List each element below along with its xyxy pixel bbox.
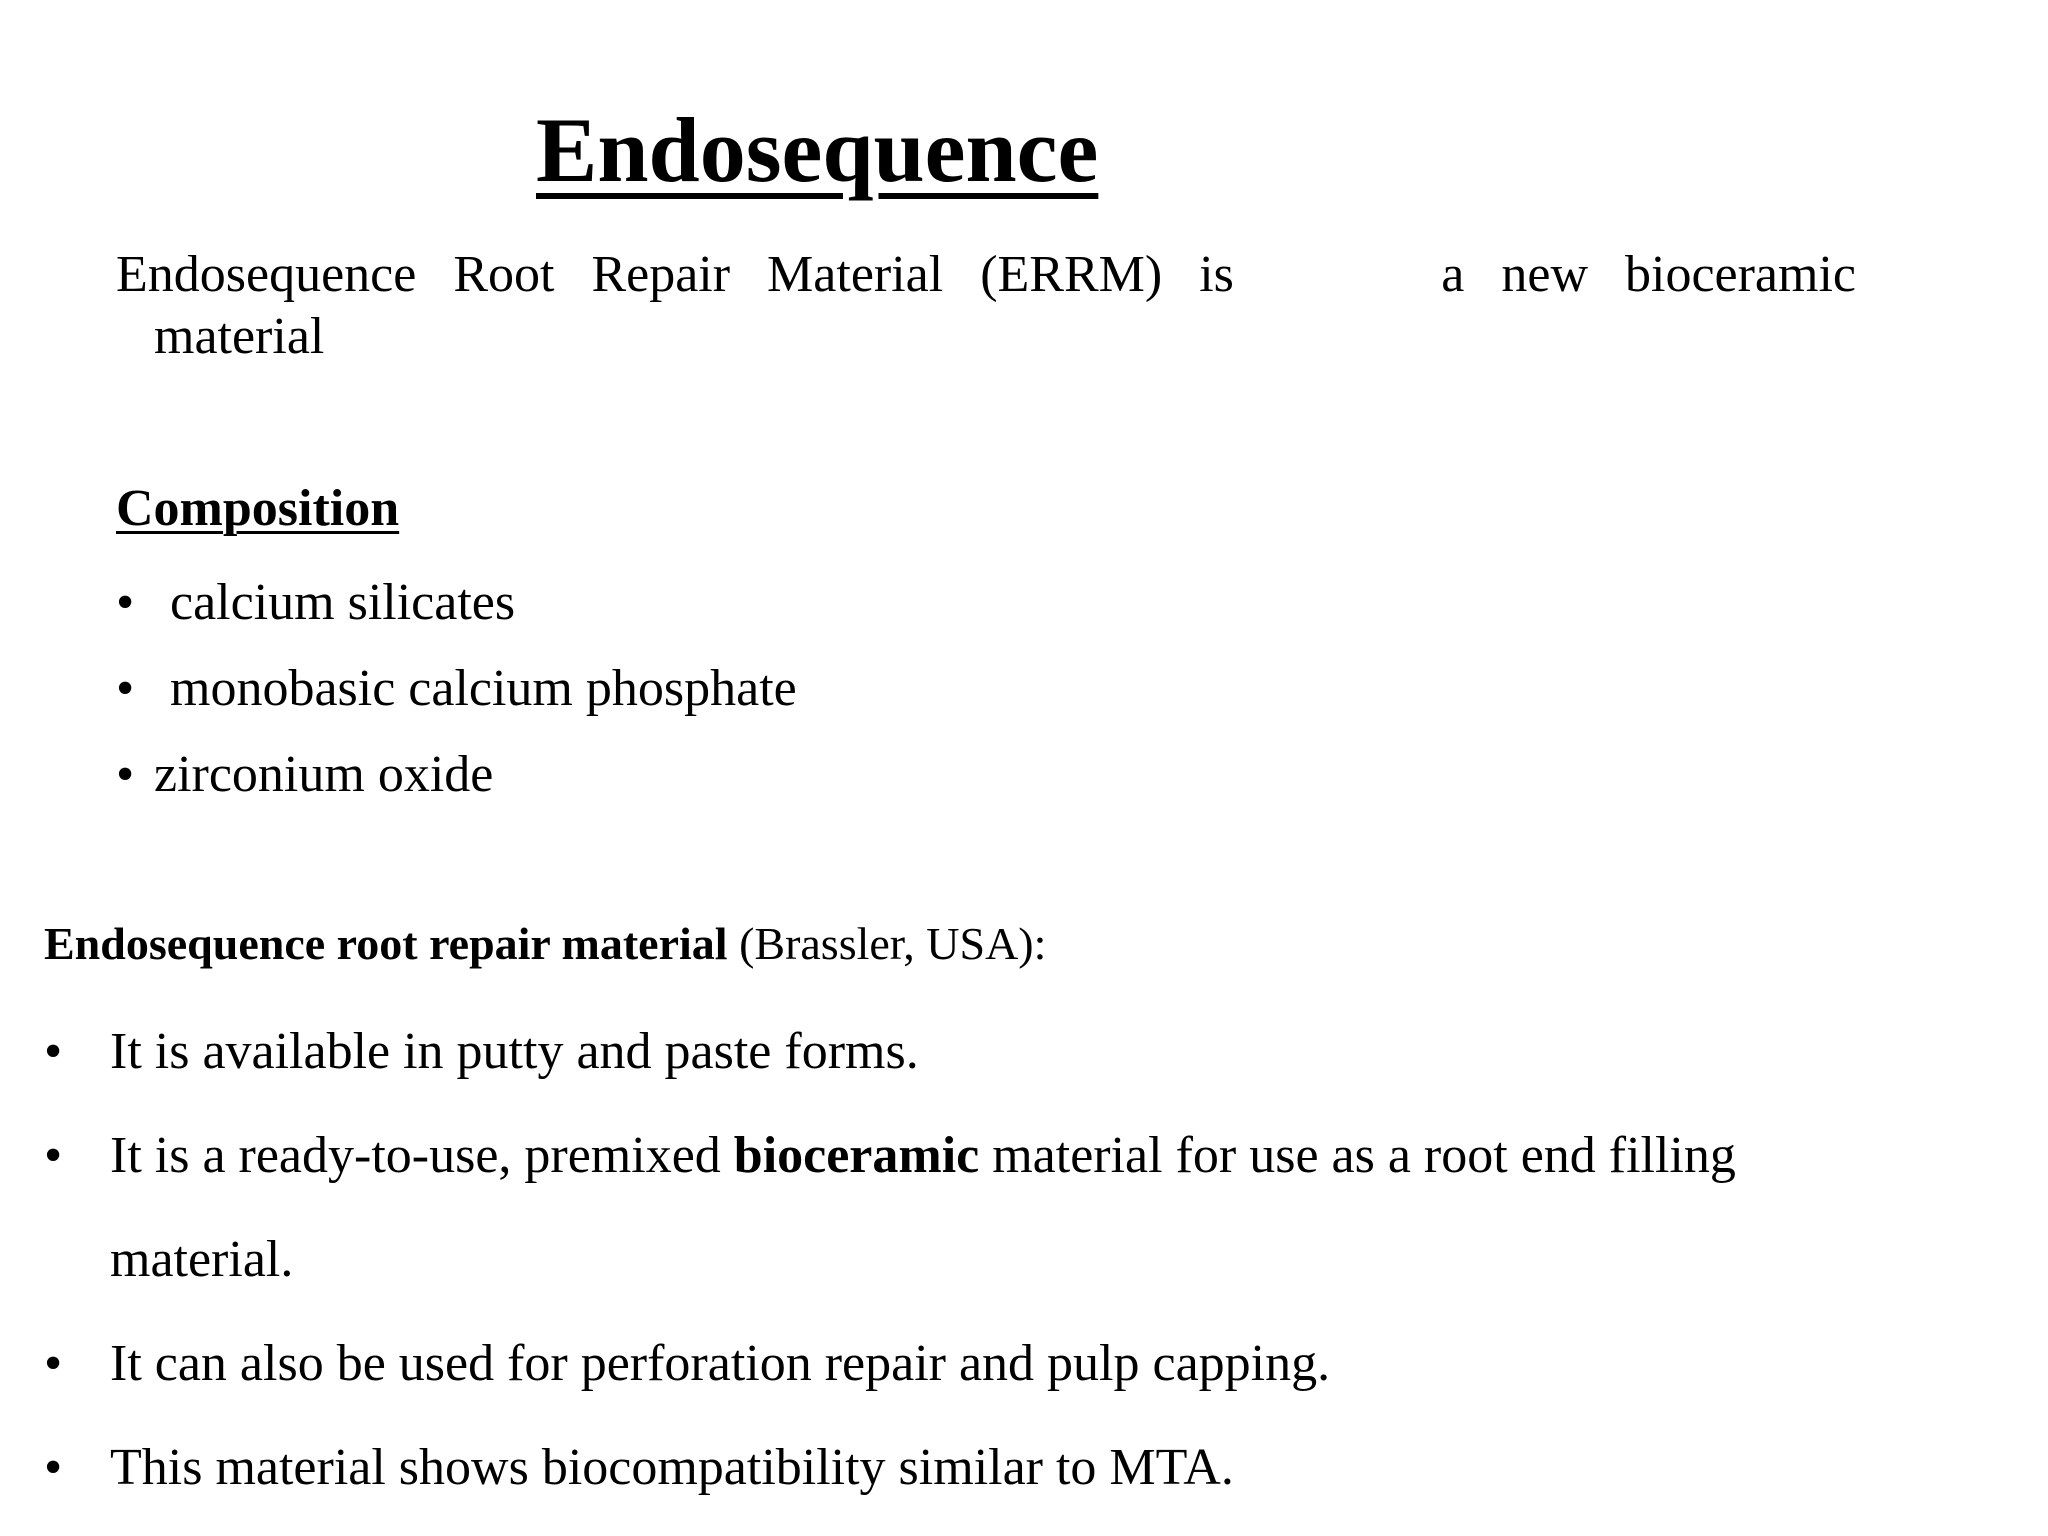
- list-item: [44, 1000, 1736, 1104]
- errm-heading: [44, 916, 1046, 972]
- errm-heading-rest: (Brassler, USA):: [727, 918, 1047, 969]
- bullet-icon: •: [44, 1127, 63, 1184]
- list-item: [44, 1416, 1736, 1520]
- bullet-text: It can also be used for perforation repair and pulp capping.: [110, 1335, 1331, 1392]
- composition-item-text: monobasic calcium phosphate: [170, 660, 797, 717]
- bullet-text-bold: bioceramic: [733, 1127, 980, 1184]
- intro-line-1-left: Endosequence Root Repair Material (ERRM) is: [116, 246, 1234, 303]
- errm-heading-bold: Endosequence root repair material: [44, 918, 728, 969]
- bullet-text: It is available in putty and paste forms.: [110, 1023, 919, 1080]
- bullet-icon: •: [44, 1023, 63, 1080]
- intro-line-1: [116, 244, 1856, 306]
- bullet-icon: •: [116, 746, 135, 803]
- composition-item-text: zirconium oxide: [154, 746, 494, 803]
- intro-paragraph: [116, 244, 1856, 368]
- bullet-icon: •: [116, 660, 135, 717]
- bullet-icon: •: [116, 574, 135, 631]
- composition-list: [116, 560, 797, 818]
- composition-heading: Composition: [116, 480, 400, 537]
- bullet-text: This material shows biocompatibility similar to MTA.: [110, 1439, 1234, 1496]
- bullet-icon: •: [44, 1335, 63, 1392]
- composition-item-text: calcium silicates: [170, 574, 516, 631]
- list-item: [116, 732, 797, 818]
- bullet-text-post: material for use as a root end filling: [979, 1127, 1736, 1184]
- list-item: [44, 1104, 1736, 1312]
- page-title: Endosequence: [536, 99, 1099, 201]
- bullet-icon: •: [44, 1439, 63, 1496]
- bullet-text-pre: It is a ready-to-use, premixed: [110, 1127, 734, 1184]
- list-item: [116, 646, 797, 732]
- errm-bullet-list: [44, 1000, 1736, 1520]
- intro-line-2: material: [154, 308, 325, 365]
- bullet-text-continuation: material.: [110, 1231, 294, 1288]
- intro-line-1-right: a new bioceramic: [1441, 246, 1856, 303]
- list-item: [44, 1312, 1736, 1416]
- list-item: [116, 560, 797, 646]
